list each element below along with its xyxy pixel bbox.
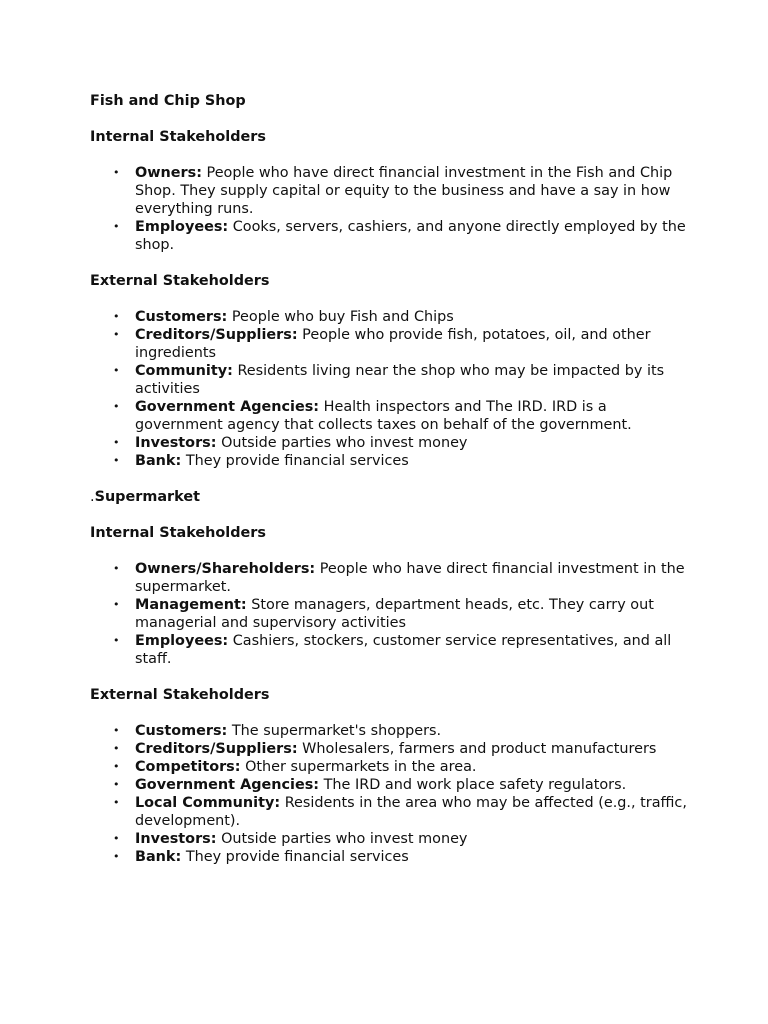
bullet-icon: • <box>113 778 120 791</box>
bullet-icon: • <box>113 724 120 737</box>
bullet-icon: • <box>113 328 120 341</box>
internal-stakeholders-list <box>90 560 690 668</box>
section-title-supermarket <box>90 488 690 506</box>
list-item: • Competitors: Other supermarkets in the area. <box>113 759 477 775</box>
bullet-icon: • <box>113 832 120 845</box>
bullet-icon: • <box>113 796 120 809</box>
bullet-icon: • <box>113 364 120 377</box>
list-item: • Investors: Outside parties who invest money <box>113 435 468 451</box>
bullet-icon: • <box>113 598 120 611</box>
bullet-icon: • <box>113 166 120 179</box>
list-item: • Employees: Cashiers, stockers, customer service representatives, and all staff. <box>113 633 672 667</box>
list-item: • Bank: They provide financial services <box>113 849 409 865</box>
list-item: • Bank: They provide financial services <box>113 453 409 469</box>
document-page <box>90 92 690 884</box>
list-item: • Owners: People who have direct financial investment in the Fish and Chip Shop. They supply capital or equity to the business and have a say in how everything runs. <box>113 165 673 217</box>
list-item: • Local Community: Residents in the area who may be affected (e.g., traffic, development). <box>113 795 687 829</box>
list-item: • Owners/Shareholders: People who have direct financial investment in the supermarket. <box>113 561 685 595</box>
bullet-icon: • <box>113 850 120 863</box>
internal-stakeholders-list <box>90 164 690 254</box>
list-item: • Customers: The supermarket's shoppers. <box>113 723 442 739</box>
bullet-icon: • <box>113 400 120 413</box>
internal-stakeholders-heading: Internal Stakeholders <box>90 129 266 145</box>
section-title-fish-and-chip-shop: Fish and Chip Shop <box>90 93 246 109</box>
bullet-icon: • <box>113 310 120 323</box>
list-item: • Customers: People who buy Fish and Chips <box>113 309 454 325</box>
internal-stakeholders-heading: Internal Stakeholders <box>90 525 266 541</box>
list-item: • Community: Residents living near the shop who may be impacted by its activities <box>113 363 665 397</box>
list-item: • Employees: Cooks, servers, cashiers, and anyone directly employed by the shop. <box>113 219 686 253</box>
list-item: • Government Agencies: Health inspectors and The IRD. IRD is a government agency that collects taxes on behalf of the government. <box>113 399 632 433</box>
list-item: • Creditors/Suppliers: People who provide fish, potatoes, oil, and other ingredients <box>113 327 651 361</box>
title-text: Supermarket <box>94 489 200 505</box>
title-prefix: . <box>90 489 95 505</box>
bullet-icon: • <box>113 742 120 755</box>
list-item: • Creditors/Suppliers: Wholesalers, farmers and product manufacturers <box>113 741 657 757</box>
list-item: • Investors: Outside parties who invest money <box>113 831 468 847</box>
bullet-icon: • <box>113 760 120 773</box>
bullet-icon: • <box>113 436 120 449</box>
list-item: • Government Agencies: The IRD and work place safety regulators. <box>113 777 627 793</box>
external-stakeholders-heading: External Stakeholders <box>90 687 270 703</box>
bullet-icon: • <box>113 562 120 575</box>
external-stakeholders-heading: External Stakeholders <box>90 273 270 289</box>
external-stakeholders-list <box>90 722 690 866</box>
bullet-icon: • <box>113 454 120 467</box>
list-item: • Management: Store managers, department heads, etc. They carry out managerial and supervisory activities <box>113 597 654 631</box>
bullet-icon: • <box>113 220 120 233</box>
external-stakeholders-list <box>90 308 690 470</box>
bullet-icon: • <box>113 634 120 647</box>
